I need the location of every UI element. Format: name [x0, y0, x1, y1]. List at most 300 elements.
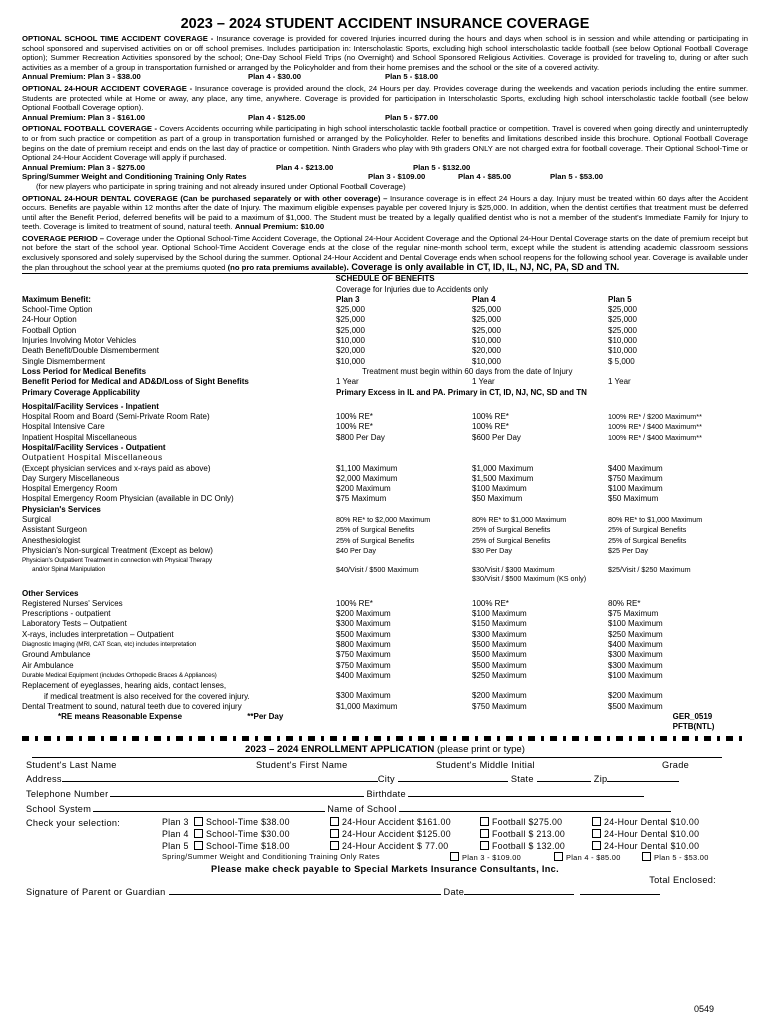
birthdate-label: Birthdate: [366, 788, 406, 799]
school-row: [26, 802, 744, 817]
plan-3-value: $400 Maximum: [336, 670, 391, 680]
premium-plan-3: Annual Premium: Plan 3 - $161.00: [22, 112, 146, 122]
zip-field[interactable]: [607, 772, 679, 782]
option-text: 24-Hour Dental $10.00: [604, 841, 700, 852]
plan-5-value: $100 Maximum: [608, 670, 663, 680]
row-label: 24-Hour Option: [22, 315, 77, 325]
phone-row: [26, 787, 744, 802]
plan-5-value: $25,000: [608, 325, 637, 335]
plan-5-header: Plan 5: [608, 294, 632, 304]
row-label: Laboratory Tests – Outpatient: [22, 619, 127, 629]
option-text: 24-Hour Dental $10.00: [604, 817, 700, 828]
eyeglass-label-line2: if medical treatment is also received for the covered injury.: [44, 691, 250, 701]
checkbox-icon[interactable]: [480, 841, 489, 850]
row-label: Prescriptions - outpatient: [22, 609, 111, 619]
row-label: Air Ambulance: [22, 660, 74, 670]
option-text: School-Time $18.00: [206, 841, 290, 852]
dental-24h-option[interactable]: [592, 840, 699, 852]
signature-row: [26, 885, 744, 899]
outpatient-row: [22, 494, 748, 504]
dental-24h-option[interactable]: [592, 828, 699, 840]
other-service-row: [22, 671, 748, 681]
other-service-row: [22, 609, 748, 619]
plan-3-value: $200 Maximum: [336, 484, 391, 494]
inpatient-row: [22, 433, 748, 443]
address-label: Address: [26, 774, 62, 785]
therapy-label-line2: and/or Spinal Manipulation: [32, 566, 106, 574]
dental-treatment-plan-5: $500 Maximum: [608, 701, 663, 711]
football-section: [22, 124, 748, 162]
total-enclosed-label: Total Enclosed:: [649, 875, 716, 886]
check-selection-label: Check your selection:: [26, 818, 121, 829]
schedule-subheading-row: [22, 285, 748, 295]
plan-5-value: 25% of Surgical Benefits: [608, 525, 687, 535]
summer-rates-note: (for new players who participate in spring training and not already insured under Optional Football Coverage): [36, 181, 406, 191]
name-row: [26, 758, 744, 773]
form-code: GER_0519 PFTB(NTL): [672, 712, 715, 732]
plan-4-value: $500 Maximum: [472, 650, 527, 660]
section-text: Covers Accidents occurring while participating in high school interscholastic tackle football practice or competition. Travel is covered when going directly and uninterruptedly to or from such practice or competition as part of a group in transportation furnished or arranged by the Policyholder. Refer to benefits and limitations described inside this brochure. Optional Football Coverage begins on the date of premium receipt and ends on the last day of practice or competition. Ninth Graders who play with 9th graders ONLY are not charged extra for football coverage. Their Optional School-Time or Optional 24-Hour Accident Coverage will apply if purchased.: [22, 124, 748, 163]
plan-3-value: $750 Maximum: [336, 650, 391, 660]
grade-label[interactable]: Grade: [662, 759, 690, 770]
row-label: (Except physician services and x-rays paid as above): [22, 463, 211, 473]
plan-5-value: $300 Maximum: [608, 660, 663, 670]
therapy-plan-4: $30/Visit / $300 Maximum: [472, 565, 555, 575]
plan-5-value: $400 Maximum: [608, 463, 663, 473]
plan-5-value: $300 Maximum: [608, 650, 663, 660]
row-label: Day Surgery Miscellaneous: [22, 473, 120, 483]
option-text: 24-Hour Accident $125.00: [342, 829, 451, 840]
plan-4-value: $25,000: [472, 315, 501, 325]
plan-4-value: $500 Maximum: [472, 660, 527, 670]
plan-5-value: 100% RE* / $400 Maximum**: [608, 422, 702, 432]
checkbox-icon[interactable]: [330, 829, 339, 838]
plan-5-value: $10,000: [608, 346, 637, 356]
checkbox-icon[interactable]: [330, 841, 339, 850]
plan-3-value: $800 Per Day: [336, 432, 385, 442]
school-time-section: [22, 34, 748, 72]
signature-label: Signature of Parent or Guardian: [26, 887, 166, 898]
option-text: Football $ 213.00: [492, 829, 566, 840]
row-label: Surgical: [22, 515, 51, 525]
plan-3-value: 25% of Surgical Benefits: [336, 525, 415, 535]
accident-24h-option[interactable]: [330, 828, 480, 840]
option-text: Plan 4: [162, 829, 189, 840]
option-text: School-Time $30.00: [206, 829, 290, 840]
inpatient-rows: [22, 412, 748, 443]
school-time-option[interactable]: [194, 816, 330, 828]
row-label: Football Option: [22, 325, 77, 335]
plan-3-value: $300 Maximum: [336, 619, 391, 629]
option-text: Plan 5: [162, 841, 189, 852]
premium-plan-5: Plan 5 - $18.00: [385, 72, 438, 82]
loss-period-value: Treatment must begin within 60 days from the date of Injury: [362, 366, 573, 376]
signature-field[interactable]: [169, 885, 441, 895]
row-label: Single Dismemberment: [22, 356, 106, 366]
max-benefit-rows: [22, 305, 748, 367]
plan-4-value: $30 Per Day: [472, 545, 512, 555]
option-plan-label: [162, 828, 194, 840]
primary-coverage-value: Primary Excess in IL and PA. Primary in CT, ID, NJ, NC, SD and TN: [336, 387, 587, 397]
plan-3-value: $75 Maximum: [336, 494, 387, 504]
plan-3-value: $25,000: [336, 325, 365, 335]
football-summer-rates: [22, 172, 748, 182]
plan-3-value: $10,000: [336, 336, 365, 346]
outpatient-rows: [22, 464, 748, 505]
therapy-ks-note: $30/Visit / $500 Maximum (KS only): [472, 574, 587, 584]
checkbox-icon[interactable]: [194, 817, 203, 826]
telephone-field[interactable]: [110, 787, 364, 797]
therapy-ks-row: [22, 574, 748, 584]
plan-5-value: $ 5,000: [608, 356, 635, 366]
row-label: X-rays, includes interpretation – Outpatient: [22, 629, 174, 639]
plan-4-value: 80% RE* to $1,000 Maximum: [472, 515, 567, 525]
telephone-label: Telephone Number: [26, 788, 109, 799]
plan-4-value: 100% RE*: [472, 598, 509, 608]
footnote-row: [22, 712, 748, 733]
checkbox-icon[interactable]: [194, 841, 203, 850]
plan-3-value: $500 Maximum: [336, 629, 391, 639]
page-title: 2023 – 2024 STUDENT ACCIDENT INSURANCE COVERAGE: [180, 16, 590, 32]
option-row: [162, 816, 699, 828]
plan-5-value: 80% RE*: [608, 598, 641, 608]
name-of-school-field[interactable]: [399, 802, 671, 812]
checkbox-icon[interactable]: [480, 817, 489, 826]
outpatient-row: [22, 484, 748, 494]
plan-4-value: $25,000: [472, 305, 501, 315]
states-availability: . Coverage is only available in CT, ID, IL, NJ, NC, PA, SD and TN.: [346, 261, 620, 272]
eyeglass-plan-3: $300 Maximum: [336, 691, 391, 701]
plan-5-value: $100 Maximum: [608, 619, 663, 629]
option-text: Football $ 132.00: [492, 841, 566, 852]
plan-4-value: $20,000: [472, 346, 501, 356]
other-service-row: [22, 599, 748, 609]
outpatient-heading: Hospital/Facility Services - Outpatient: [22, 443, 166, 452]
premium-plan-5: Plan 5 - $132.00: [413, 162, 471, 172]
loss-period-label: Loss Period for Medical Benefits: [22, 366, 147, 376]
date-field[interactable]: [464, 885, 574, 895]
primary-coverage-label: Primary Coverage Applicability: [22, 387, 140, 397]
primary-coverage-row: [22, 388, 748, 398]
first-name-label[interactable]: Student's First Name: [256, 759, 348, 770]
plan-5-value: $400 Maximum: [608, 640, 663, 650]
option-row: [162, 840, 699, 852]
eyeglass-label-line1: Replacement of eyeglasses, hearing aids, contact lenses,: [22, 681, 227, 691]
plan-4-value: $50 Maximum: [472, 494, 523, 504]
total-enclosed-row: [26, 875, 744, 885]
option-plan-label: [162, 816, 194, 828]
inpatient-row: [22, 422, 748, 432]
enrollment-title-text: 2023 – 2024 ENROLLMENT APPLICATION: [245, 743, 435, 755]
plan-3-value: $800 Maximum: [336, 640, 391, 650]
re-footnote: *RE means Reasonable Expense: [58, 712, 183, 722]
plan-4-value: $150 Maximum: [472, 619, 527, 629]
therapy-label-line1: Physician's Outpatient Treatment in connection with Physical Therapy: [22, 557, 213, 565]
option-text: 24-Hour Accident $ 77.00: [342, 841, 449, 852]
max-benefit-row: [22, 346, 748, 356]
plan-5-value: $750 Maximum: [608, 473, 663, 483]
summer-option-plan-3[interactable]: Plan 3 - $109.00: [450, 852, 554, 863]
plan-4-value: $10,000: [472, 356, 501, 366]
section-heading: OPTIONAL 24-HOUR ACCIDENT COVERAGE -: [22, 83, 193, 93]
checkbox-icon[interactable]: [480, 829, 489, 838]
max-benefit-row: [22, 336, 748, 346]
enrollment-title: [22, 744, 748, 755]
plan-4-value: $300 Maximum: [472, 629, 527, 639]
summer-option-plan-5[interactable]: Plan 5 - $53.00: [642, 852, 709, 863]
other-service-row: [22, 650, 748, 660]
benefit-period-plan-5: 1 Year: [608, 377, 631, 387]
schedule-of-benefits: [22, 273, 748, 732]
other-service-row: [22, 630, 748, 640]
plan-3-header: Plan 3: [336, 294, 360, 304]
physician-row: [22, 515, 748, 525]
plan-4-value: $250 Maximum: [472, 670, 527, 680]
plan-4-value: $1,500 Maximum: [472, 473, 534, 483]
city-label: City: [377, 774, 395, 785]
plan-3-value: $750 Maximum: [336, 660, 391, 670]
section-heading: OPTIONAL 24-HOUR DENTAL COVERAGE (Can be purchased separately or with other coverage) –: [22, 193, 388, 203]
plan-4-value: 100% RE*: [472, 412, 509, 422]
coverage-period-section: [22, 234, 748, 272]
row-label: Injuries Involving Motor Vehicles: [22, 336, 137, 346]
outpatient-misc-label: Outpatient Hospital Miscellaneous: [22, 453, 163, 463]
row-label: Registered Nurses' Services: [22, 598, 123, 608]
therapy-plan-3: $40/Visit / $500 Maximum: [336, 565, 419, 575]
therapy-plan-5: $25/Visit / $250 Maximum: [608, 565, 691, 575]
school-time-option[interactable]: [194, 828, 330, 840]
schedule-heading: SCHEDULE OF BENEFITS: [335, 274, 435, 284]
checkbox-icon[interactable]: [592, 817, 601, 826]
plan-5-value: $100 Maximum: [608, 484, 663, 494]
football-option[interactable]: [480, 840, 592, 852]
summer-plan-5: Plan 5 - $53.00: [550, 172, 603, 182]
plan-4-value: $10,000: [472, 336, 501, 346]
row-label: Hospital Emergency Room Physician (available in DC Only): [22, 494, 234, 504]
middle-initial-label[interactable]: Student's Middle Initial: [436, 759, 535, 770]
summer-plan-3: Plan 3 - $109.00: [368, 172, 426, 182]
row-label: School-Time Option: [22, 305, 93, 315]
name-of-school-label: Name of School: [327, 803, 397, 814]
plan-4-value: $25,000: [472, 325, 501, 335]
physician-heading: Physician's Services: [22, 504, 101, 514]
row-label: Durable Medical Equipment (includes Orthopedic Braces & Appliances): [22, 671, 217, 679]
row-label: Death Benefit/Double Dismemberment: [22, 346, 159, 356]
benefit-period-row: [22, 377, 748, 387]
plan-4-value: 100% RE*: [472, 422, 509, 432]
option-row: [162, 828, 699, 840]
section-heading: OPTIONAL FOOTBALL COVERAGE -: [22, 124, 158, 134]
checkbox-icon[interactable]: [450, 852, 459, 861]
plan-3-value: 100% RE*: [336, 422, 373, 432]
plan-4-value: $100 Maximum: [472, 609, 527, 619]
max-benefit-row: [22, 315, 748, 325]
checkbox-icon[interactable]: [194, 829, 203, 838]
football-option[interactable]: [480, 816, 592, 828]
selection-options: [162, 816, 699, 852]
plan-3-value: $1,100 Maximum: [336, 463, 398, 473]
last-name-label[interactable]: Student's Last Name: [26, 759, 117, 770]
row-label: Physician's Non-surgical Treatment (Except as below): [22, 545, 213, 555]
state-label: State: [510, 774, 534, 785]
option-text: Plan 3: [162, 817, 189, 828]
option-text: 24-Hour Dental $10.00: [604, 829, 700, 840]
premium-plan-4: Plan 4 - $213.00: [276, 162, 334, 172]
per-day-footnote: **Per Day: [247, 712, 284, 722]
row-label: Assistant Surgeon: [22, 525, 87, 535]
no-pro-rata-note: (no pro rata premiums available): [227, 262, 347, 272]
section-text: Insurance coverage is in effect 24 Hours a day. Injury must be treated within 60 days after the Accident occurs. Benefits are payable within 12 months after the date of Injury. The maximum eligible expenses payable per covered Injury is $25,000. In addition, when the dentist certifies that treatment must be deferred until after the Benefit Period, deferred benefits will be paid to a maximum of $1,000. The Student must be treated by a legally qualified dentist who is not a member of the student's Immediate Family for Injury to teeth. Coverage is limited to treatment of sound, natural teeth.: [22, 193, 748, 232]
plan-4-value: $1,000 Maximum: [472, 463, 534, 473]
date-label: Date: [443, 887, 465, 898]
max-benefit-row: [22, 357, 748, 367]
premium-plan-3: Annual Premium: Plan 3 - $275.00: [22, 162, 146, 172]
dental-treatment-row: [22, 702, 748, 712]
other-services-rows: [22, 599, 748, 681]
payable-note: Please make check payable to Special Markets Insurance Consultants, Inc.: [211, 864, 559, 875]
section-text: Insurance coverage is provided around the clock, 24 Hours per day. Provides coverage during the weekends and vacation periods including the entire summer. Students are protected while at Home or away, any place, any time, anywhere. Coverage is provided for participation in Interscholastic Sports, excluding high school interscholastic tackle football (see below Optional Football Coverage option).: [22, 83, 748, 113]
row-label: Ground Ambulance: [22, 650, 91, 660]
plan-5-value: $75 Maximum: [608, 609, 659, 619]
eyeglass-plan-4: $200 Maximum: [472, 691, 527, 701]
plan-3-value: 80% RE* to $2,000 Maximum: [336, 515, 431, 525]
loss-period-row: [22, 367, 748, 377]
other-service-row: [22, 640, 748, 650]
dental-treatment-label: Dental Treatment to sound, natural teeth due to covered injury: [22, 701, 242, 711]
zip-label: Zip: [593, 774, 608, 785]
plan-4-value: $600 Per Day: [472, 432, 521, 442]
hour24-section: [22, 84, 748, 113]
hour24-premium: [22, 113, 748, 123]
physician-row: [22, 536, 748, 546]
form-number: 0549: [693, 1004, 714, 1014]
checkbox-icon[interactable]: [554, 852, 563, 861]
other-service-row: [22, 619, 748, 629]
plan-4-header: Plan 4: [472, 294, 496, 304]
summer-plan-4: Plan 4 - $85.00: [458, 172, 511, 182]
summer-selection-label: Spring/Summer Weight and Conditioning Training Only Rates: [162, 852, 380, 862]
plan-3-value: $10,000: [336, 356, 365, 366]
plan-4-value: 25% of Surgical Benefits: [472, 535, 551, 545]
checkbox-icon[interactable]: [592, 829, 601, 838]
other-service-row: [22, 661, 748, 671]
checkbox-icon[interactable]: [592, 841, 601, 850]
plan-5-value: 80% RE* to $1,000 Maximum: [608, 515, 703, 525]
checkbox-icon[interactable]: [330, 817, 339, 826]
football-premium: [22, 163, 748, 173]
inpatient-heading: Hospital/Facility Services - Inpatient: [22, 401, 159, 411]
accident-24h-option[interactable]: [330, 816, 480, 828]
max-benefit-row: [22, 326, 748, 336]
section-heading: COVERAGE PERIOD –: [22, 233, 105, 243]
row-label: Hospital Room and Board (Semi-Private Room Rate): [22, 412, 210, 422]
enrollment-title-note: (please print or type): [434, 743, 525, 755]
plan-3-value: $25,000: [336, 315, 365, 325]
state-field[interactable]: [537, 772, 591, 782]
plan-3-value: 100% RE*: [336, 412, 373, 422]
summer-selection-row: [26, 852, 744, 863]
plan-5-value: 100% RE* / $400 Maximum**: [608, 432, 702, 442]
row-label: Hospital Emergency Room: [22, 484, 118, 494]
address-row: [26, 772, 744, 787]
row-label: Hospital Intensive Care: [22, 422, 105, 432]
plan-header-row: [22, 295, 748, 305]
physician-row: [22, 525, 748, 535]
dental-treatment-plan-4: $750 Maximum: [472, 701, 527, 711]
row-label: Inpatient Hospital Miscellaneous: [22, 432, 137, 442]
row-label: Diagnostic Imaging (MRI, CAT Scan, etc) includes interpretation: [22, 641, 197, 649]
selection-row: [26, 816, 744, 852]
therapy-row: [22, 556, 748, 574]
school-time-premium: [22, 72, 748, 82]
eyeglass-row: [22, 681, 748, 702]
plan-4-value: $100 Maximum: [472, 484, 527, 494]
football-option[interactable]: [480, 828, 592, 840]
premium-plan-5: Plan 5 - $77.00: [385, 112, 438, 122]
option-text: 24-Hour Accident $161.00: [342, 817, 451, 828]
plan-4-value: 25% of Surgical Benefits: [472, 525, 551, 535]
plan-3-value: $200 Maximum: [336, 609, 391, 619]
row-label: Anesthesiologist: [22, 535, 81, 545]
birthdate-field[interactable]: [408, 787, 644, 797]
plan-5-value: 25% of Surgical Benefits: [608, 535, 687, 545]
physician-rows: [22, 515, 748, 556]
city-field[interactable]: [398, 772, 508, 782]
benefit-period-plan-4: 1 Year: [472, 377, 495, 387]
dental-premium: Annual Premium: $10.00: [234, 222, 325, 232]
benefit-period-label: Benefit Period for Medical and AD&D/Loss of Sight Benefits: [22, 377, 249, 387]
plan-5-value: $50 Maximum: [608, 494, 659, 504]
school-system-label: School System: [26, 803, 92, 814]
dental-section: [22, 194, 748, 232]
section-text: Insurance coverage is provided for covered Injuries incurred during the hours and days when school is in session and while attending or participating in school sponsored and supervised activities on or off school premises. Includes participation in: Interscholastic Sports, excluding high school interscholastic tackle football (see below Optional Football Coverage option); Summer Recreation Activities sponsored by the school; One-Day School Field Trips (no Overnight) and School Sponsored Religious Activities. Coverage is provided for traveling to, during or after such activities as a member of a group in transportation furnished or arranged by the Policyholder and from their home premises and the school or the site of a covered activity.: [22, 34, 749, 72]
physician-row: [22, 546, 748, 556]
summer-rates-label: Spring/Summer Weight and Conditioning Training Only Rates: [22, 172, 247, 182]
section-text: Coverage under the Optional School-Time Accident Coverage, the Optional 24-Hour Accident Coverage and the Optional 24-Hour Dental Coverage starts on the date of premium receipt but not before the start of the school year. Optional School-Time Accident Coverage ends at the close of the regular nine-month school term, except while the student is attending academic classroom sessions exclusively sponsored and solely supervised by the School during the summer. Optional 24-Hour Accident and Dental Coverage ends when school reopens for the following school year. Coverage is available under the plan throughout the school year at the premiums quoted: [22, 233, 748, 272]
school-time-option[interactable]: [194, 840, 330, 852]
dental-24h-option[interactable]: [592, 816, 699, 828]
plan-3-value: $25,000: [336, 305, 365, 315]
option-plan-label: [162, 840, 194, 852]
total-enclosed-field[interactable]: [580, 885, 660, 895]
plan-5-value: $25,000: [608, 305, 637, 315]
inpatient-row: [22, 412, 748, 422]
benefit-period-plan-3: 1 Year: [336, 377, 359, 387]
section-heading: OPTIONAL SCHOOL TIME ACCIDENT COVERAGE -: [22, 34, 214, 43]
summer-option-plan-4[interactable]: Plan 4 - $85.00: [554, 852, 642, 863]
plan-5-value: $25,000: [608, 315, 637, 325]
plan-3-value: $40 Per Day: [336, 545, 376, 555]
plan-3-value: 25% of Surgical Benefits: [336, 535, 415, 545]
plan-5-value: $10,000: [608, 336, 637, 346]
enrollment-form: [22, 757, 748, 899]
accident-24h-option[interactable]: [330, 840, 480, 852]
eyeglass-plan-5: $200 Maximum: [608, 691, 663, 701]
school-system-field[interactable]: [93, 802, 325, 812]
plan-3-value: $20,000: [336, 346, 365, 356]
max-benefit-row: [22, 305, 748, 315]
checkbox-icon[interactable]: [642, 852, 651, 861]
dental-treatment-plan-3: $1,000 Maximum: [336, 701, 398, 711]
max-benefit-label: Maximum Benefit:: [22, 294, 91, 304]
plan-5-value: $250 Maximum: [608, 629, 663, 639]
premium-plan-4: Plan 4 - $30.00: [248, 72, 301, 82]
plan-4-value: $500 Maximum: [472, 640, 527, 650]
address-field[interactable]: [62, 772, 378, 782]
plan-3-value: $2,000 Maximum: [336, 473, 398, 483]
option-text: School-Time $38.00: [206, 817, 290, 828]
plan-5-value: 100% RE* / $200 Maximum**: [608, 412, 702, 422]
